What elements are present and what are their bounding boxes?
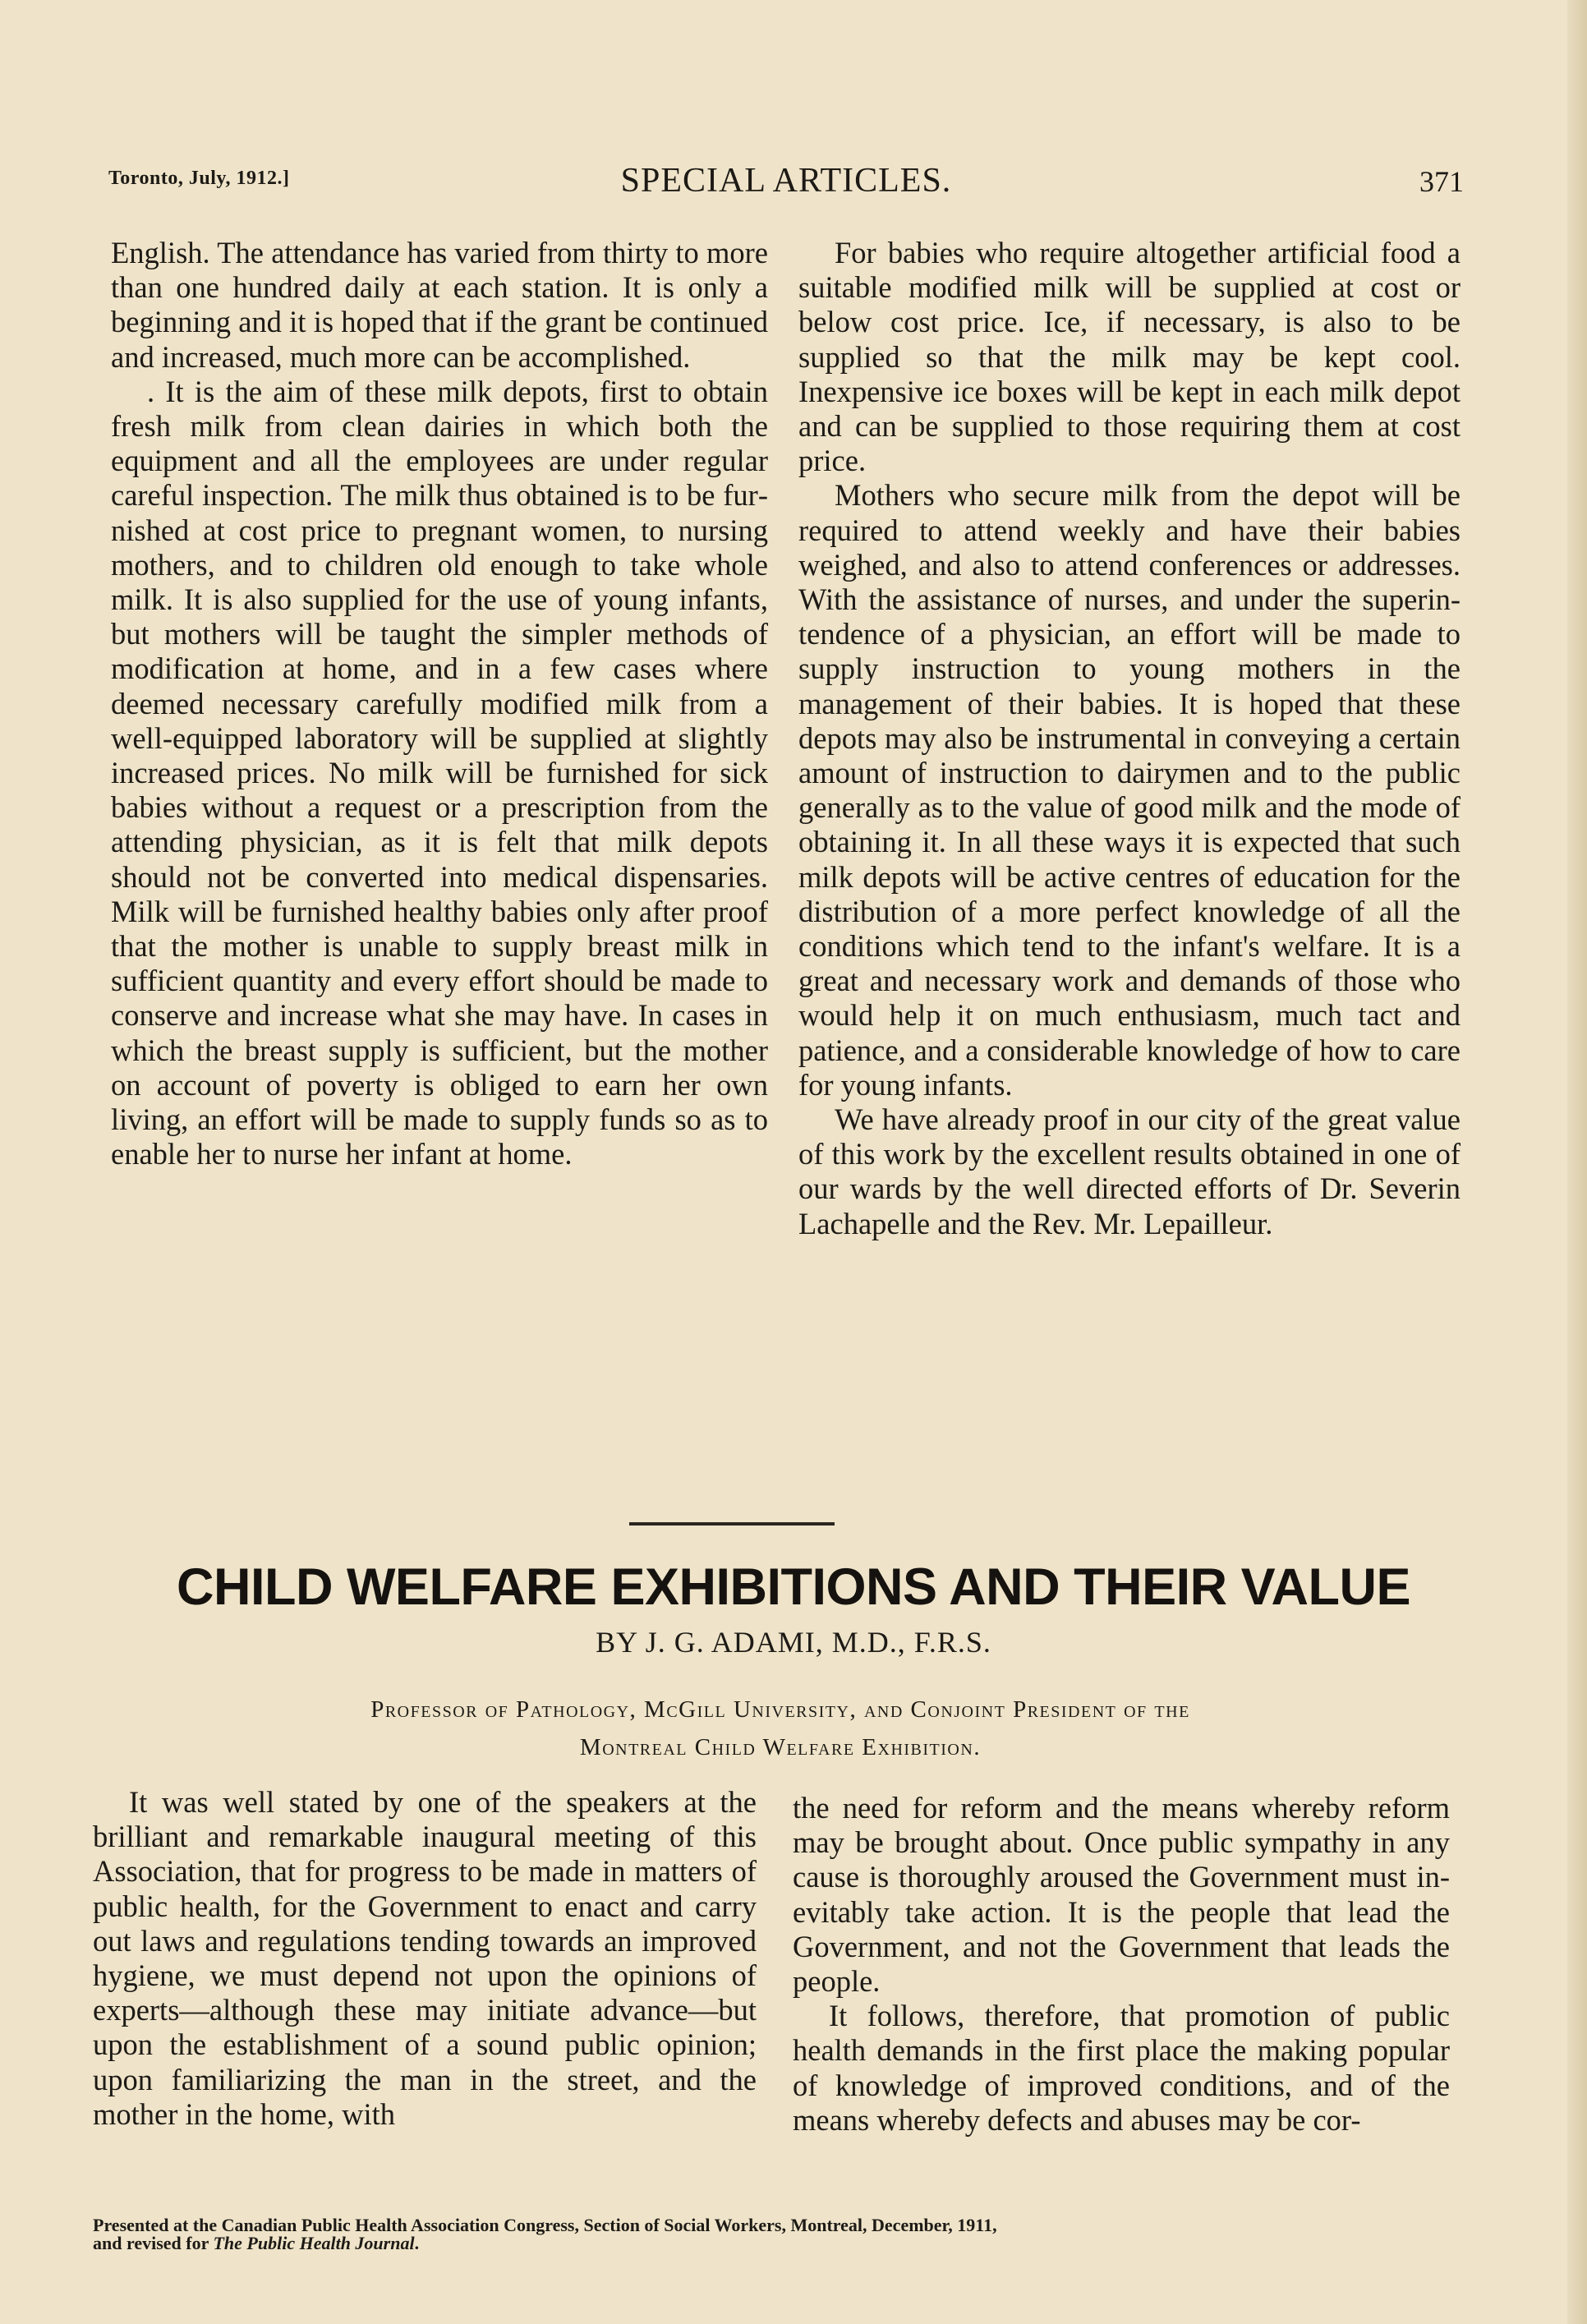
article-title: CHILD WELFARE EXHIBITIONS AND THEIR VALUE	[176, 1558, 1411, 1616]
header-location-date: Toronto, July, 1912.]	[108, 168, 290, 189]
paragraph: We have already proof in our city of the great value of this work by the excellent results obtained in one of our wards by the well directed efforts of Dr. Severin Lachapelle and the Rev. Mr. Lepailleur.	[798, 1102, 1460, 1240]
article-byline: BY J. G. ADAMI, M.D., F.R.S.	[596, 1626, 991, 1659]
article1-column-left	[111, 236, 768, 1171]
header-section-title: SPECIAL ARTICLES.	[620, 162, 952, 200]
footnote	[93, 2216, 1489, 2253]
journal-name: The Public Health Journal	[213, 2233, 415, 2253]
paragraph: the need for reform and the means whereby reform may be brought about. Once public sympathy in any cause is thoroughly aroused the Government must inevitably take action. It is the people that lead the Government, and not the Government that leads the people.	[793, 1791, 1450, 1999]
footnote-line	[93, 2234, 1489, 2253]
paragraph: English. The attendance has varied from thirty to more than one hundred daily at each station. It is only a beginning and it is hoped that if the grant be continued and increased, much more can be accomplished.	[111, 236, 768, 374]
article1-column-right	[798, 236, 1460, 1241]
page-number: 371	[1419, 165, 1464, 198]
section-divider	[629, 1522, 835, 1526]
article2-column-left	[93, 1785, 757, 2132]
footnote-suffix: .	[414, 2233, 420, 2253]
affiliation-line: Montreal Child Welfare Exhibition.	[579, 1734, 982, 1760]
paragraph: It follows, therefore, that promotion of public health demands in the first place the making popular of knowledge of improved conditions, and of the means whereby defects and abuses may be cor-	[793, 1999, 1450, 2137]
footnote-line: Presented at the Canadian Public Health Association Congress, Section of Social Workers, Montreal, December, 1911,	[93, 2215, 997, 2235]
paragraph: It was well stated by one of the speakers at the brilliant and remarkable inaugural meeting of this Association, that for progress to be made in matters of public health, for the Government to enact and carry out laws and regulations tending towards an improved hygiene, we must depend not upon the opinions of experts—although these may initiate advance—but upon the establishment of a sound public opinion; upon familiarizing the man in the street, and the mother in the home, with	[93, 1785, 757, 2131]
paragraph: . It is the aim of these milk depots, first to obtain fresh milk from clean dairies in which both the equipment and all the employees are under regular careful inspection. The milk thus obtained is to be furnished at cost price to pregnant women, to nursing mothers, and to children old enough to take whole milk. It is also supplied for the use of young infants, but mothers will be taught the simpler methods of modification at home, and in a few cases where deemed necessary carefully modified milk from a well-equipped laboratory will be supplied at slightly increased prices. No milk will be furnished for sick babies without a request or a prescription from the attending physician, as it is felt that milk depots should not be converted into medical dispensaries. Milk will be furnished healthy babies only after proof that the mother is unable to supply breast milk in sufficient quantity and every effort should be made to conserve and increase what she may have. In cases in which the breast supply is sufficient, but the mother on account of poverty is obliged to earn her own living, an effort will be made to supply funds so as to enable her to nurse her infant at home.	[111, 374, 768, 1171]
paragraph: Mothers who secure milk from the depot will be required to attend weekly and have their babies weighed, and also to attend conferences or addresses. With the assistance of nurses, and under the superintendence of a physician, an effort will be made to supply instruction to young mothers in the management of their babies. It is hoped that these depots may also be instrumental in conveying a certain amount of instruction to dairymen and to the public generally as to the value of good milk and the mode of obtaining it. In all these ways it is expected that such milk depots will be active centres of education for the distribution of a more perfect knowledge of all the conditions which tend to the infant's welfare. It is a great and necessary work and demands of those who would help it on much enthusiasm, much tact and patience, and a considerable knowledge of how to care for young infants.	[798, 478, 1460, 1102]
footnote-prefix: and revised for	[93, 2233, 214, 2253]
affiliation-line: Professor of Pathology, McGill University, and Conjoint President of the	[370, 1696, 1190, 1723]
page-edge	[1567, 0, 1587, 2324]
running-header	[108, 161, 1464, 210]
paragraph: For babies who require altogether artificial food a suitable modified milk will be supplied at cost or below cost price. Ice, if necessary, is also to be supplied so that the milk may be kept cool. Inexpensive ice boxes will be kept in each milk depot and can be supplied to those requiring them at cost price.	[798, 236, 1460, 478]
author-affiliation	[115, 1691, 1446, 1766]
article2-column-right	[793, 1791, 1450, 2138]
